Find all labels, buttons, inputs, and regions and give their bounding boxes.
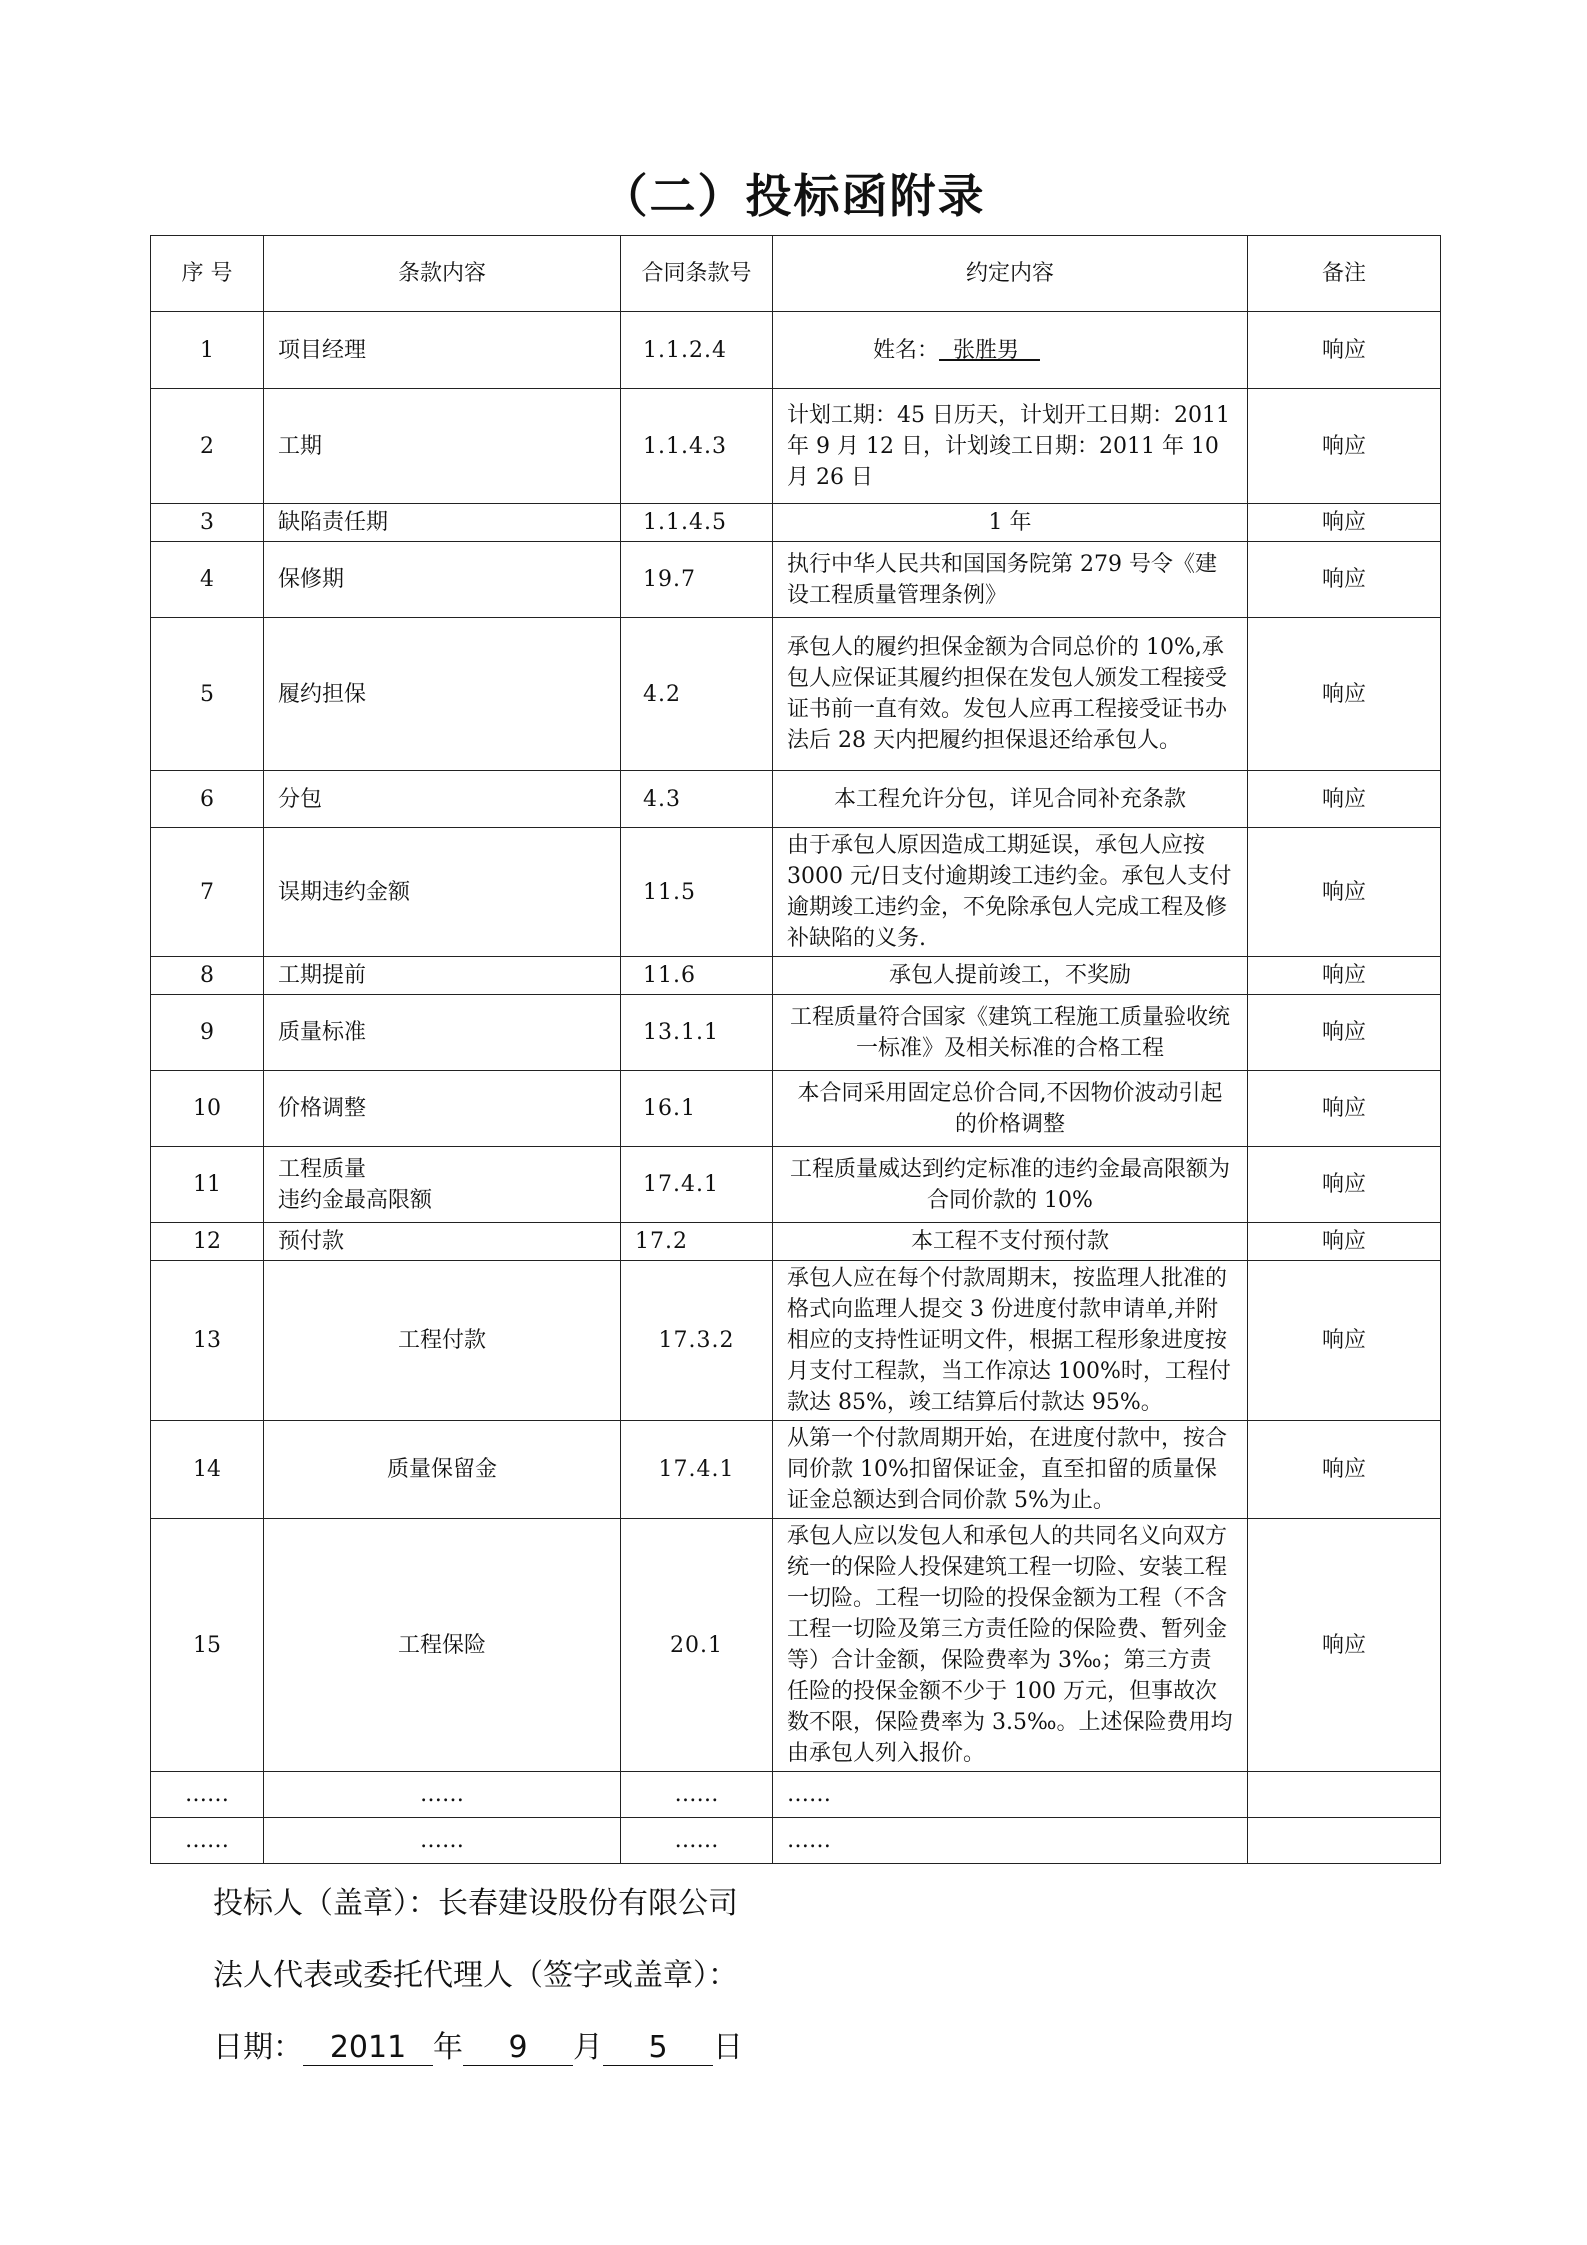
row-no: 7 [151,828,264,957]
row-clause: 4.3 [621,771,773,828]
ellipsis-cell: …… [773,1818,1248,1864]
table-row [151,1421,1441,1519]
header-item: 条款内容 [264,236,621,312]
row-clause: 20.1 [621,1519,773,1772]
table-row [151,957,1441,995]
row-clause: 17.2 [621,1223,773,1261]
ellipsis-cell: …… [621,1818,773,1864]
row-content: 工程质量威达到约定标准的违约金最高限额为合同价款的 10% [773,1147,1248,1223]
representative-line [213,1950,738,1994]
row-item: 工程保险 [264,1519,621,1772]
row-content: 工程质量符合国家《建筑工程施工质量验收统一标准》及相关标准的合格工程 [773,995,1248,1071]
table-row [151,1519,1441,1772]
table-row [151,995,1441,1071]
ellipsis-cell [1248,1818,1441,1864]
date-month: 9 [463,2031,573,2066]
row-no: 2 [151,389,264,504]
row-clause: 19.7 [621,542,773,618]
header-no: 序 号 [151,236,264,312]
row-no: 10 [151,1071,264,1147]
row-content: 计划工期：45 日历天，计划开工日期：2011 年 9 月 12 日，计划竣工日期：2011 年 10 月 26 日 [773,389,1248,504]
row-no: 15 [151,1519,264,1772]
row-remark: 响应 [1248,995,1441,1071]
row-clause: 11.5 [621,828,773,957]
header-content: 约定内容 [773,236,1248,312]
bidder-label: 投标人（盖章）： [213,1886,438,1921]
row-content: 由于承包人原因造成工期延误，承包人应按 3000 元/日支付逾期竣工违约金。承包人支付逾期竣工违约金，不免除承包人完成工程及修补缺陷的义务. [773,828,1248,957]
ellipsis-cell: …… [264,1772,621,1818]
bidder-name: 长春建设股份有限公司 [438,1886,738,1921]
table-row-ellipsis [151,1818,1441,1864]
row-no: 3 [151,504,264,542]
row-item: 误期违约金额 [264,828,621,957]
date-line [213,2022,743,2066]
table-row [151,1223,1441,1261]
date-day-unit: 日 [713,2030,743,2065]
row-no: 9 [151,995,264,1071]
manager-name: 张胜男 [939,337,1040,363]
date-label: 日期： [213,2030,303,2065]
row-remark: 响应 [1248,312,1441,389]
row-clause: 17.3.2 [621,1261,773,1421]
row-clause: 13.1.1 [621,995,773,1071]
date-year-unit: 年 [433,2030,463,2065]
row-remark: 响应 [1248,1421,1441,1519]
row-content: 本工程允许分包，详见合同补充条款 [773,771,1248,828]
row-remark: 响应 [1248,771,1441,828]
table-row [151,771,1441,828]
row-content: 承包人的履约担保金额为合同总价的 10%,承包人应保证其履约担保在发包人颁发工程接受证书前一直有效。发包人应再工程接受证书办法后 28 天内把履约担保退还给承包人。 [773,618,1248,771]
row-item: 质量保留金 [264,1421,621,1519]
row-content: 承包人应在每个付款周期末，按监理人批准的格式向监理人提交 3 份进度付款申请单,并附相应的支持性证明文件，根据工程形象进度按月支付工程款，当工作凉达 100%时，工程付款达 85%，竣工结算后付款达 95%。 [773,1261,1248,1421]
table-header-row [151,236,1441,312]
row-item-line1: 工程质量 [278,1156,367,1182]
row-item: 分包 [264,771,621,828]
date-month-unit: 月 [573,2030,603,2065]
row-remark: 响应 [1248,957,1441,995]
row-no: 14 [151,1421,264,1519]
row-content [773,312,1248,389]
row-content: 承包人应以发包人和承包人的共同名义向双方统一的保险人投保建筑工程一切险、安装工程一切险。工程一切险的投保金额为工程（不含工程一切险及第三方责任险的保险费、暂列金等）合计金额，保险费率为 3‰；第三方责任险的投保金额不少于 100 万元，但事故次数不限，保险费率为 3.5‰。上述保险费用均由承包人列入报价。 [773,1519,1248,1772]
row-content: 执行中华人民共和国国务院第 279 号令《建设工程质量管理条例》 [773,542,1248,618]
row-clause: 17.4.1 [621,1147,773,1223]
ellipsis-cell: …… [621,1772,773,1818]
row-item: 质量标准 [264,995,621,1071]
row-content: 1 年 [773,504,1248,542]
manager-name-label: 姓名： [873,337,940,363]
row-no: 5 [151,618,264,771]
row-remark: 响应 [1248,1519,1441,1772]
table-row [151,389,1441,504]
ellipsis-cell: …… [151,1818,264,1864]
header-clause: 合同条款号 [621,236,773,312]
date-day: 5 [603,2031,713,2066]
table-row-ellipsis [151,1772,1441,1818]
row-remark: 响应 [1248,504,1441,542]
row-item: 工期 [264,389,621,504]
row-clause: 17.4.1 [621,1421,773,1519]
row-remark: 响应 [1248,1071,1441,1147]
row-item: 预付款 [264,1223,621,1261]
table-row [151,1147,1441,1223]
ellipsis-cell: …… [151,1772,264,1818]
row-content: 从第一个付款周期开始，在进度付款中，按合同价款 10%扣留保证金，直至扣留的质量保证金总额达到合同价款 5%为止。 [773,1421,1248,1519]
row-content: 承包人提前竣工，不奖励 [773,957,1248,995]
row-no: 4 [151,542,264,618]
row-remark: 响应 [1248,389,1441,504]
bidder-line [213,1878,738,1922]
row-item: 履约担保 [264,618,621,771]
table-row [151,1071,1441,1147]
row-remark: 响应 [1248,1261,1441,1421]
row-content: 本合同采用固定总价合同,不因物价波动引起的价格调整 [773,1071,1248,1147]
row-clause: 1.1.2.4 [621,312,773,389]
row-no: 13 [151,1261,264,1421]
row-no: 11 [151,1147,264,1223]
row-clause: 4.2 [621,618,773,771]
date-year: 2011 [303,2031,433,2066]
row-clause: 11.6 [621,957,773,995]
row-no: 6 [151,771,264,828]
row-item-line2: 违约金最高限额 [278,1187,433,1213]
row-remark: 响应 [1248,1147,1441,1223]
row-item: 价格调整 [264,1071,621,1147]
ellipsis-cell: …… [264,1818,621,1864]
table-row [151,504,1441,542]
table-row [151,618,1441,771]
row-item: 工期提前 [264,957,621,995]
row-clause: 1.1.4.5 [621,504,773,542]
row-remark: 响应 [1248,618,1441,771]
header-remark: 备注 [1248,236,1441,312]
table-row [151,1261,1441,1421]
row-clause: 16.1 [621,1071,773,1147]
ellipsis-cell [1248,1772,1441,1818]
table-row [151,828,1441,957]
page-title: （二）投标函附录 [601,169,986,223]
representative-label: 法人代表或委托代理人（签字或盖章）： [213,1958,738,1993]
row-no: 12 [151,1223,264,1261]
table-row [151,542,1441,618]
row-no: 1 [151,312,264,389]
row-clause: 1.1.4.3 [621,389,773,504]
row-item: 保修期 [264,542,621,618]
ellipsis-cell: …… [773,1772,1248,1818]
row-remark: 响应 [1248,542,1441,618]
row-no: 8 [151,957,264,995]
row-item [264,1147,621,1223]
row-item: 工程付款 [264,1261,621,1421]
appendix-table [150,235,1441,1864]
row-item: 项目经理 [264,312,621,389]
row-remark: 响应 [1248,1223,1441,1261]
row-remark: 响应 [1248,828,1441,957]
row-item: 缺陷责任期 [264,504,621,542]
row-content: 本工程不支付预付款 [773,1223,1248,1261]
table-row [151,312,1441,389]
